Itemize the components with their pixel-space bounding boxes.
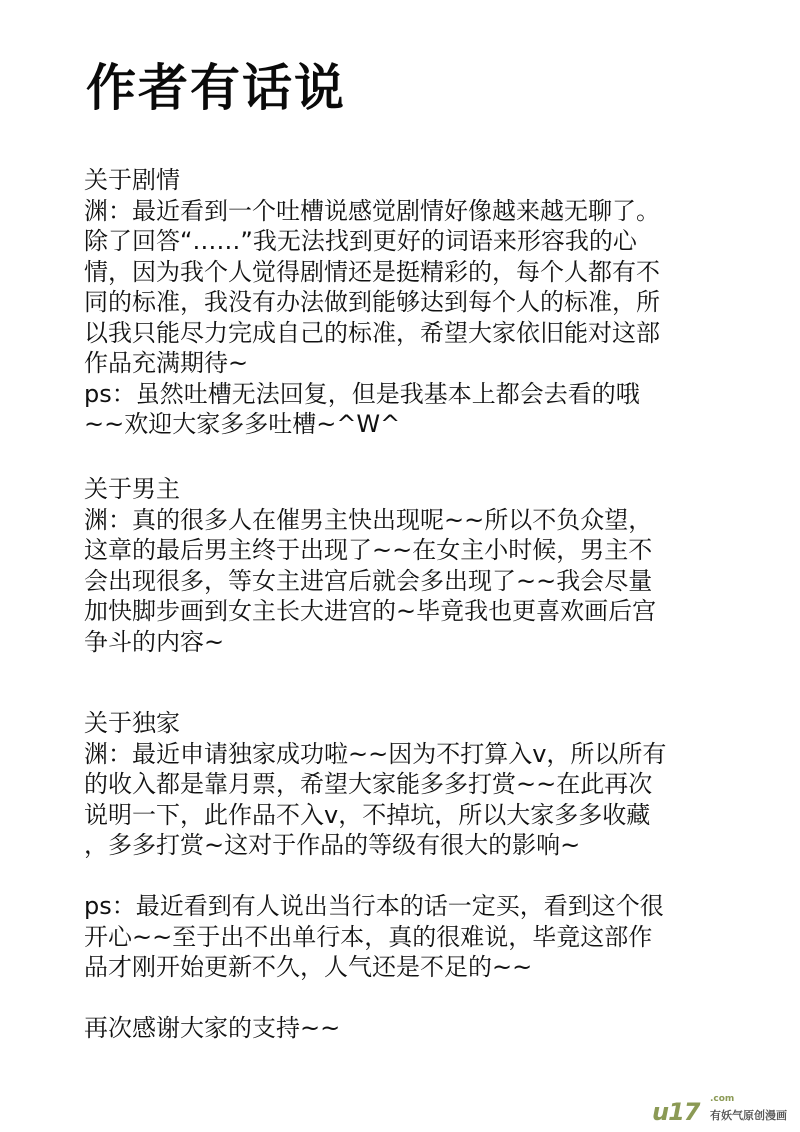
paragraph-line: ，多多打赏~这对于作品的等级有很大的影响~ [84,831,581,859]
paragraph-line: ~~欢迎大家多多吐槽~^W^ [84,410,401,438]
watermark-domain: .com [710,1094,735,1104]
section-plot [84,165,734,440]
paragraph-line: 说明一下，此作品不入v，不掉坑，所以大家多多收藏 [84,800,651,829]
paragraph-line: 的收入都是靠月票，希望大家能多多打赏~~在此再次 [84,770,653,798]
watermark-tagline: 有妖气原创漫画 [710,1109,787,1122]
section-male-lead [84,474,734,657]
paragraph-line: 同的标准，我没有办法做到能够达到每个人的标准，所 [84,288,660,316]
paragraph-line: 作品充满期待~ [84,349,249,377]
page-title: 作者有话说 [86,59,346,117]
paragraph-line: 争斗的内容~ [84,627,225,656]
section-heading: 关于剧情 [84,166,180,194]
paragraph-line: 以我只能尽力完成自己的标准，希望大家依旧能对这部 [84,318,660,347]
paragraph-line: 渊：最近看到一个吐槽说感觉剧情好像越来越无聊了。 [84,196,660,225]
section-heading: 关于独家 [84,709,180,737]
section-heading: 关于男主 [84,475,180,503]
paragraph-line: 情，因为我个人觉得剧情还是挺精彩的，每个人都有不 [84,257,660,286]
paragraph-line: 除了回答“……”我无法找到更好的词语来形容我的心 [84,227,637,255]
ps-line: ps：最近看到有人说出当行本的话一定买，看到这个很 [84,892,664,920]
paragraph-line: 渊：最近申请独家成功啦~~因为不打算入v，所以所有 [84,739,667,768]
closing-line: 再次感谢大家的支持~~ [84,1014,341,1042]
spacer [84,861,734,892]
paragraph-line: 加快脚步画到女主长大进宫的~毕竟我也更喜欢画后宫 [84,597,657,625]
ps-line: 开心~~至于出不出单行本，真的很难说，毕竟这部作 [84,922,653,951]
paragraph-line: 会出现很多，等女主进宫后就会多出现了~~我会尽量 [84,566,653,595]
section-exclusive [84,708,734,1044]
ps-line: 品才刚开始更新不久，人气还是不足的~~ [84,953,533,981]
paragraph-line: 渊：真的很多人在催男主快出现呢~~所以不负众望， [84,505,653,534]
paragraph-line: ps：虽然吐槽无法回复，但是我基本上都会去看的哦 [84,379,640,408]
paragraph-line: 这章的最后男主终于出现了~~在女主小时候，男主不 [84,536,653,564]
u17-logo: u17 [652,1098,700,1126]
u17-watermark [652,1094,797,1124]
spacer [84,983,734,1014]
